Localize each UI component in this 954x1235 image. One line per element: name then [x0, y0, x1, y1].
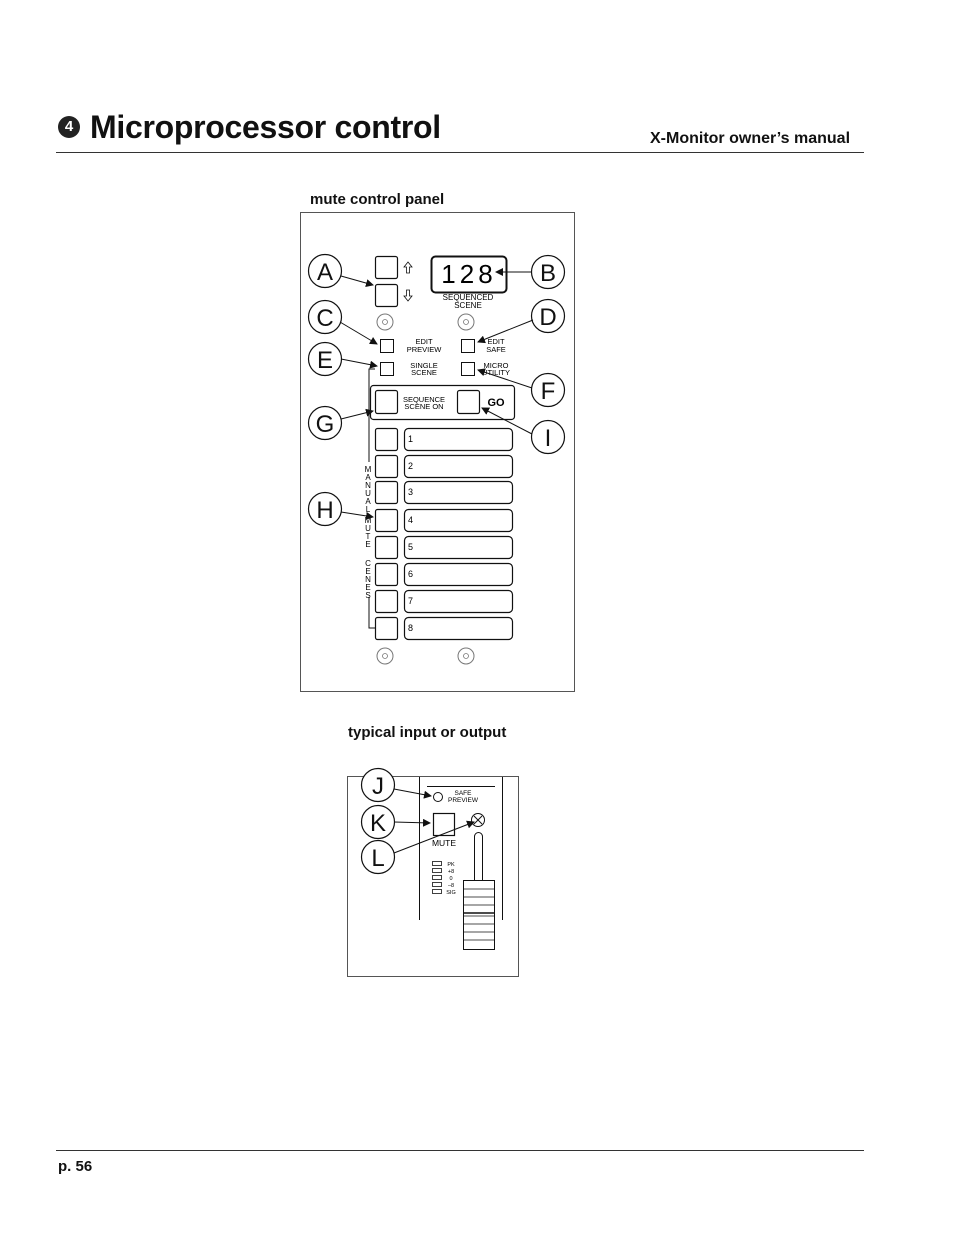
- scene-label-strip: [405, 564, 513, 586]
- svg-text:SIG: SIG: [446, 890, 456, 896]
- safe-preview-led: [434, 793, 443, 802]
- scene-button[interactable]: [376, 591, 398, 613]
- scene-button[interactable]: [376, 429, 398, 451]
- svg-text:SCENE: SCENE: [411, 368, 437, 377]
- svg-text:N: N: [365, 481, 371, 490]
- svg-text:A: A: [316, 259, 334, 286]
- svg-text:PK: PK: [447, 862, 455, 868]
- svg-text:C: C: [365, 559, 371, 568]
- svg-text:G: G: [315, 411, 335, 438]
- scene-button[interactable]: [376, 564, 398, 586]
- svg-text:MICRO: MICRO: [483, 361, 509, 370]
- svg-text:C: C: [316, 305, 334, 332]
- sequenced-scene-label-2: SCENE: [454, 301, 482, 310]
- scene-button[interactable]: [376, 456, 398, 478]
- svg-text:EDIT: EDIT: [487, 337, 505, 346]
- scene-label-strip: [405, 591, 513, 613]
- svg-text:F: F: [540, 378, 556, 405]
- manual-mute-scenes-label: [365, 465, 372, 600]
- svg-text:I: I: [544, 425, 552, 452]
- sequenced-scene-label-1: SEQUENCED: [442, 293, 494, 302]
- scene-label-strip: [405, 429, 513, 451]
- svg-text:L: L: [371, 845, 385, 872]
- svg-text:PREVIEW: PREVIEW: [448, 797, 478, 804]
- svg-text:E: E: [365, 583, 371, 592]
- svg-text:SCENE ON: SCENE ON: [404, 402, 444, 411]
- svg-text:3: 3: [408, 487, 414, 497]
- svg-text:SAFE: SAFE: [486, 345, 506, 354]
- svg-text:+8: +8: [447, 869, 455, 875]
- fader-cap[interactable]: [464, 881, 495, 950]
- scene-button[interactable]: [376, 510, 398, 532]
- svg-text:A: A: [365, 473, 371, 482]
- footer-rule: [56, 1150, 864, 1151]
- manual-mute-scene-buttons: [376, 429, 513, 640]
- svg-text:2: 2: [408, 461, 414, 471]
- chapter-number-badge: 4: [58, 116, 80, 138]
- svg-text:U: U: [365, 524, 371, 533]
- scene-up-button[interactable]: [376, 257, 398, 279]
- micro-utility-button[interactable]: [462, 363, 475, 376]
- svg-text:7: 7: [408, 596, 414, 606]
- svg-text:–8: –8: [447, 883, 455, 889]
- svg-text:SINGLE: SINGLE: [410, 361, 438, 370]
- svg-text:4: 4: [408, 515, 414, 525]
- scene-button[interactable]: [376, 537, 398, 559]
- screw-icon: [458, 648, 474, 664]
- scene-button[interactable]: [376, 482, 398, 504]
- edit-preview-button[interactable]: [381, 340, 394, 353]
- svg-text:E: E: [365, 567, 371, 576]
- svg-text:PREVIEW: PREVIEW: [406, 345, 442, 354]
- manual-title: X-Monitor owner’s manual: [650, 130, 851, 147]
- svg-text:6: 6: [408, 569, 414, 579]
- svg-text:K: K: [369, 810, 387, 837]
- svg-text:0: 0: [449, 876, 453, 882]
- go-button[interactable]: [458, 391, 480, 414]
- svg-text:SEQUENCE: SEQUENCE: [402, 395, 446, 404]
- svg-text:N: N: [365, 575, 371, 584]
- screw-icon: [377, 648, 393, 664]
- svg-text:1: 1: [408, 434, 414, 444]
- svg-text:T: T: [365, 532, 371, 541]
- typical-input-output-label: typical input or output: [348, 724, 507, 741]
- scene-label-strip: [405, 618, 513, 640]
- svg-text:E: E: [316, 347, 334, 374]
- mute-button[interactable]: [434, 814, 455, 836]
- scene-label-strip: [405, 456, 513, 478]
- svg-text:U: U: [365, 489, 371, 498]
- page-number: p. 56: [58, 1158, 93, 1175]
- edit-safe-button[interactable]: [462, 340, 475, 353]
- single-scene-button[interactable]: [381, 363, 394, 376]
- svg-text:B: B: [539, 260, 557, 287]
- svg-text:J: J: [372, 773, 384, 800]
- svg-text:SAFE: SAFE: [454, 790, 472, 797]
- svg-text:M: M: [364, 465, 372, 474]
- scene-label-strip: [405, 537, 513, 559]
- svg-text:5: 5: [408, 542, 414, 552]
- svg-text:S: S: [365, 591, 371, 600]
- scene-label-strip: [405, 482, 513, 504]
- svg-text:UTILITY: UTILITY: [482, 368, 510, 377]
- scene-label-strip: [405, 510, 513, 532]
- svg-text:L: L: [365, 505, 371, 514]
- scene-display-value: 128: [441, 259, 497, 289]
- scene-down-button[interactable]: [376, 285, 398, 307]
- go-label: GO: [487, 397, 505, 409]
- scene-button[interactable]: [376, 618, 398, 640]
- svg-text:H: H: [316, 497, 334, 524]
- down-arrow-icon: [404, 290, 412, 301]
- up-arrow-icon: [404, 262, 412, 273]
- sequence-scene-on-button[interactable]: [376, 391, 398, 414]
- mute-control-panel-label: mute control panel: [310, 191, 445, 208]
- page-title: Microprocessor control: [90, 109, 441, 145]
- svg-text:D: D: [539, 304, 557, 331]
- svg-text:A: A: [365, 497, 371, 506]
- svg-text:EDIT: EDIT: [415, 337, 433, 346]
- screw-icon: [458, 314, 474, 330]
- screw-icon: [377, 314, 393, 330]
- svg-text:M: M: [364, 516, 372, 525]
- mute-label: MUTE: [431, 838, 457, 848]
- level-meter: [433, 862, 456, 897]
- svg-text:8: 8: [408, 623, 414, 633]
- svg-text:E: E: [365, 540, 371, 549]
